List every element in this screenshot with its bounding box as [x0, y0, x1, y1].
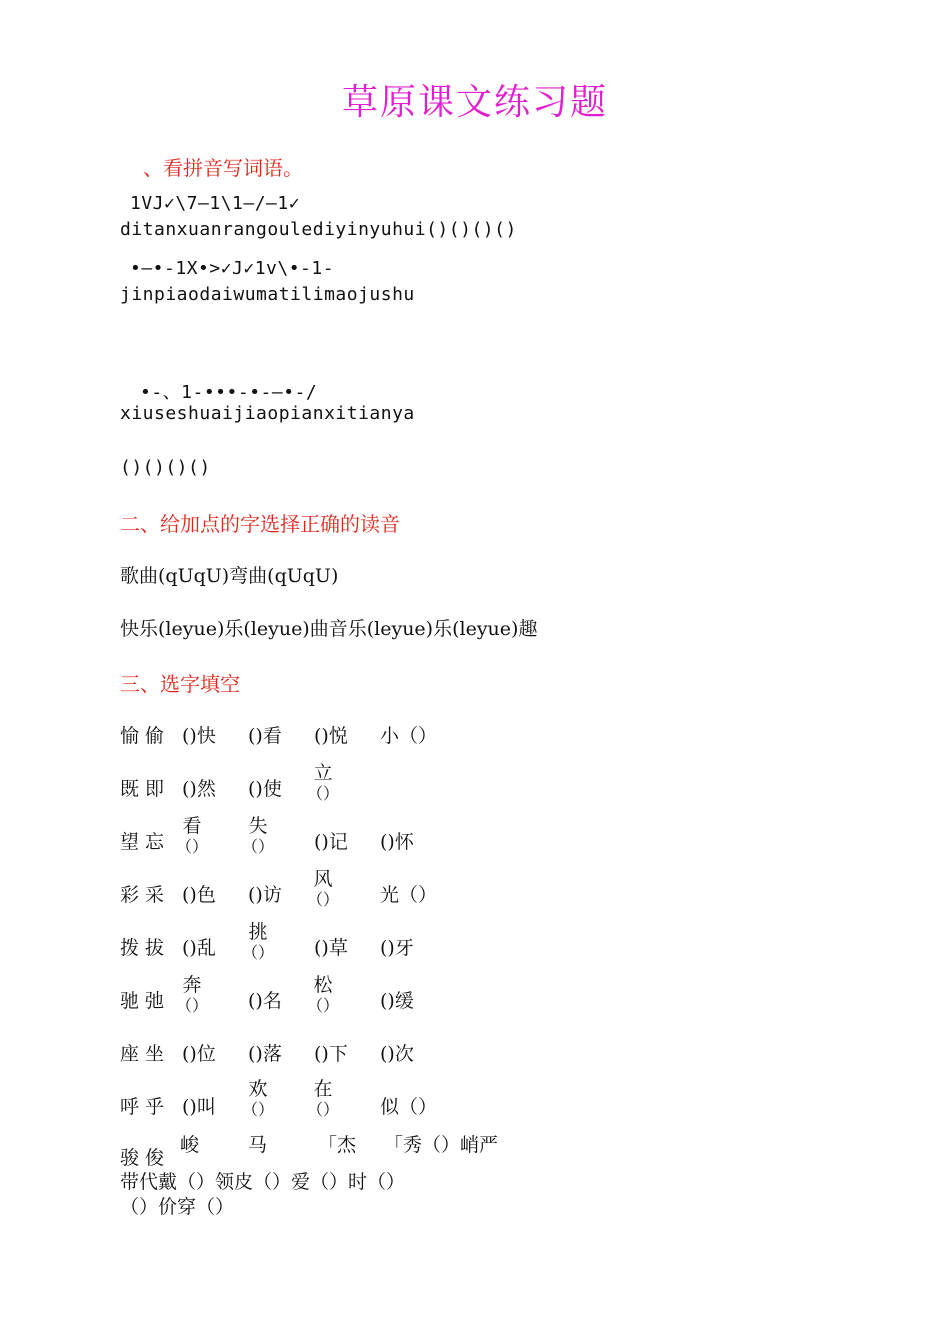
fill-blank: ()叫: [182, 1096, 216, 1118]
page-title: 草原课文练习题: [341, 82, 608, 123]
fill-line-2: （）价穿（）: [120, 1196, 235, 1218]
blank-paren: （）: [175, 996, 208, 1015]
fill-blank: ()记: [314, 831, 348, 853]
section1-heading: 、看拼音写词语。: [143, 156, 303, 180]
char-pair: 驰 弛: [120, 990, 165, 1012]
fill-blank: 「杰: [318, 1134, 357, 1156]
fill-line-1: 带代戴（）领皮（）爱（）时（）: [120, 1171, 406, 1193]
tone-marks-line-1: 1VJ✓\7—1\1—/—1✓: [130, 193, 301, 214]
stacked-blank: [236, 817, 280, 855]
blank-word: 挑: [248, 921, 268, 943]
fill-blank: ()缓: [380, 990, 414, 1012]
char-pair: 骏 俊: [120, 1147, 165, 1169]
fill-blank: ()使: [248, 778, 282, 800]
stacked-blank: [170, 817, 214, 855]
blank-word: 在: [313, 1078, 333, 1100]
blank-word: 松: [313, 974, 333, 996]
stacked-blank: [236, 1080, 280, 1118]
fill-blank: ()名: [248, 990, 282, 1012]
char-pair: 既 即: [120, 778, 165, 800]
blank-paren: （）: [306, 784, 339, 803]
stacked-blank: [236, 923, 280, 961]
blank-paren: （）: [241, 1100, 274, 1119]
char-pair: 彩 采: [120, 884, 165, 906]
section3-heading: 三、选字填空: [120, 672, 240, 696]
pinyin-line-3: xiuseshuaijiaopianxitianya: [120, 403, 415, 424]
blank-paren: （）: [306, 1100, 339, 1119]
char-pair: 望 忘: [120, 831, 165, 853]
blank-word: 失: [248, 815, 268, 837]
section2-heading: 二、给加点的字选择正确的读音: [120, 512, 400, 536]
fill-blank: 似（）: [380, 1096, 438, 1118]
pinyin-line-1: ditanxuanrangoulediyinyuhui()()()(): [120, 219, 517, 240]
fill-blank: 「秀（）峭严: [384, 1134, 499, 1156]
pronunciation-line-2: 快乐(leyue)乐(leyue)曲音乐(leyue)乐(leyue)趣: [120, 618, 538, 640]
fill-blank: ()草: [314, 937, 348, 959]
blank-paren: （）: [306, 890, 339, 909]
char-pair: 愉 偷: [120, 725, 165, 747]
fill-blank: ()乱: [182, 937, 216, 959]
fill-blank: ()快: [182, 725, 216, 747]
fill-blank: ()下: [314, 1043, 348, 1065]
blank-paren: （）: [241, 943, 274, 962]
fill-blank: ()然: [182, 778, 216, 800]
blank-word: 看: [182, 815, 202, 837]
blank-word: 立: [313, 762, 333, 784]
fill-blank: ()牙: [380, 937, 414, 959]
blank-word: 欢: [248, 1078, 268, 1100]
fill-blank: 小（）: [380, 725, 438, 747]
fill-blank: ()悦: [314, 725, 348, 747]
tone-marks-line-2: •—•-1X•>✓J✓1v\•-1-: [130, 258, 335, 279]
stacked-blank: [301, 1080, 345, 1118]
char-pair: 拨 拔: [120, 937, 165, 959]
fill-blank: ()怀: [380, 831, 414, 853]
blank-word: 风: [313, 868, 333, 890]
stacked-blank: [301, 764, 345, 802]
answer-blanks: ()()()(): [120, 457, 211, 478]
stacked-blank: [170, 976, 214, 1014]
pinyin-line-2: jinpiaodaiwumatilimaojushu: [120, 284, 415, 305]
blank-paren: （）: [241, 837, 274, 856]
blank-paren: （）: [175, 837, 208, 856]
stacked-blank: [301, 870, 345, 908]
char-pair: 呼 乎: [120, 1096, 165, 1118]
pronunciation-line-1: 歌曲(qUqU)弯曲(qUqU): [120, 565, 339, 587]
fill-blank: ()色: [182, 884, 216, 906]
fill-blank: 峻: [180, 1134, 200, 1156]
blank-paren: （）: [306, 996, 339, 1015]
fill-blank: 马: [248, 1134, 268, 1156]
fill-blank: ()次: [380, 1043, 414, 1065]
stacked-blank: [301, 976, 345, 1014]
char-pair: 座 坐: [120, 1043, 165, 1065]
fill-blank: ()访: [248, 884, 282, 906]
fill-blank: ()看: [248, 725, 282, 747]
fill-blank: ()落: [248, 1043, 282, 1065]
fill-blank: 光（）: [380, 884, 438, 906]
fill-blank: ()位: [182, 1043, 216, 1065]
tone-marks-line-3: •-、1-•••-•-—•-/: [140, 382, 318, 403]
blank-word: 奔: [182, 974, 202, 996]
